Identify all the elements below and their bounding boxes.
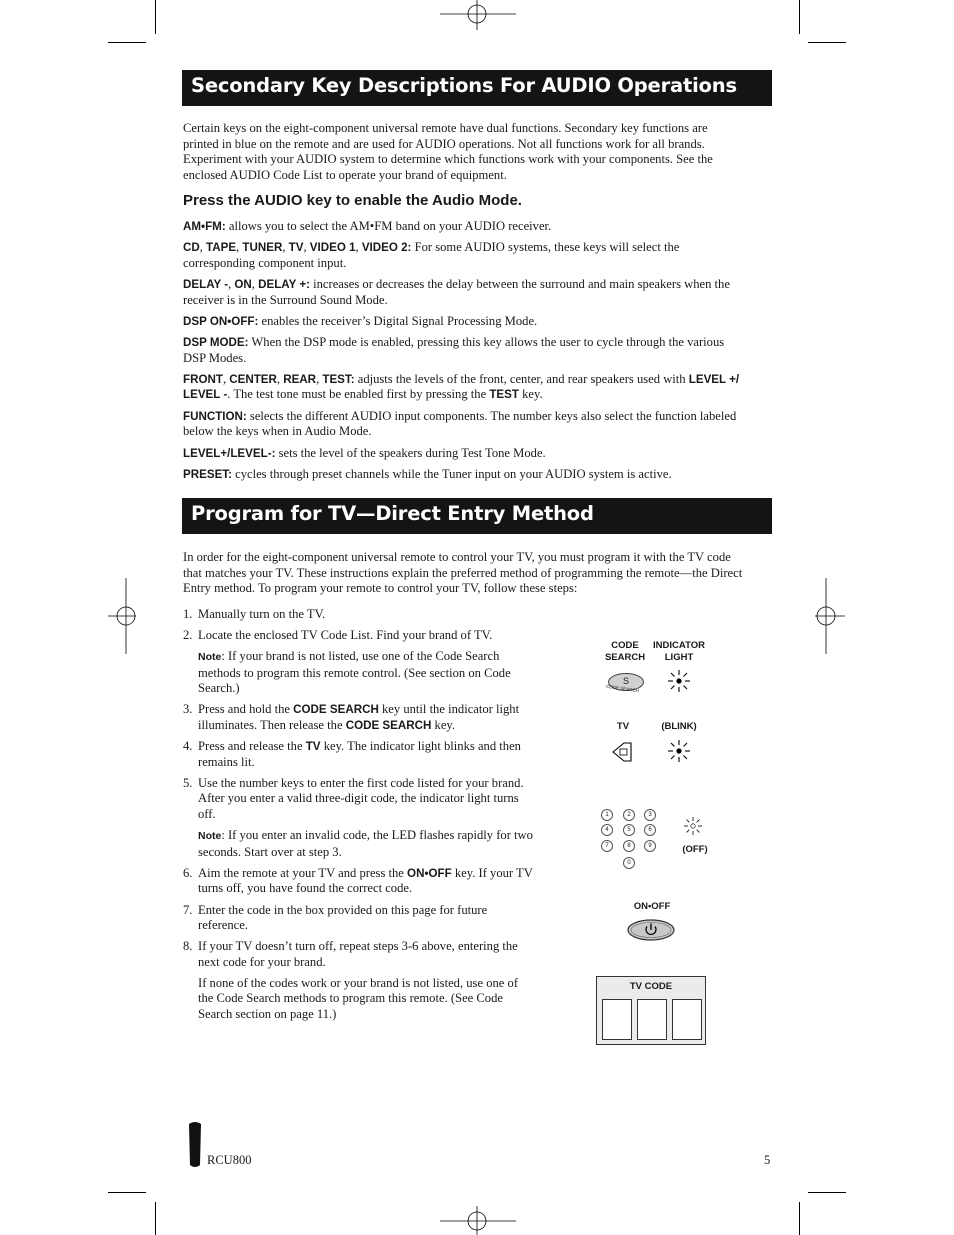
digit-key: 6 [644, 824, 656, 836]
digit-key: 8 [623, 840, 635, 852]
definition-item: DELAY -, ON, DELAY +: increases or decreases the delay between the surround and main speakers when the receiver is in the Surround Sound Mode. [183, 277, 730, 307]
list-item: 4. Press and release the TV key. The indicator light blinks and then remains lit. [183, 739, 521, 769]
registration-mark-bottom [440, 1206, 516, 1235]
registration-mark-left [108, 578, 136, 654]
crop-mark [808, 1192, 846, 1193]
definition-item: FRONT, CENTER, REAR, TEST: adjusts the levels of the front, center, and rear speakers used with LEVEL +/ LEVEL -. The test tone must be enabled first by pressing the TEST key. [183, 371, 740, 402]
digit-key: 2 [623, 809, 635, 821]
page-number: 5 [764, 1153, 771, 1167]
note: Note: If your brand is not listed, use one of the Code Search methods to program this remote control. (See section on Code Search.) [198, 649, 511, 696]
key-definitions [183, 219, 743, 488]
code-search-key-caption: CODE SEARCH [605, 683, 640, 694]
list-item: 2. Locate the enclosed TV Code List. Find your brand of TV. [183, 628, 493, 643]
definition-item: DSP MODE: When the DSP mode is enabled, pressing this key allows the user to cycle through the various DSP Modes. [183, 335, 725, 365]
indicator-light-blink-icon [667, 739, 691, 763]
digit-key: 1 [601, 809, 613, 821]
continuation-text: If none of the codes work or your brand is not listed, use one of the Code Search methods to program this remote. (See Code Search section on page 11.) [198, 975, 519, 1022]
digit-key: 9 [644, 840, 656, 852]
definition-item: FUNCTION: selects the different AUDIO input components. The number keys also select the function labeled below the keys when in Audio Mode. [183, 408, 737, 439]
definition-item: DSP ON•OFF: enables the receiver’s Digital Signal Processing Mode. [183, 313, 538, 328]
on-off-label: ON•OFF [633, 901, 671, 912]
list-item: 6. Aim the remote at your TV and press the ON•OFF key. If your TV turns off, you have found the correct code. [183, 865, 533, 896]
code-search-label: CODE SEARCH [604, 640, 646, 663]
off-label: (OFF) [682, 844, 708, 855]
list-item: 3. Press and hold the CODE SEARCH key until the indicator light illuminates. Then release the CODE SEARCH key. [183, 702, 520, 733]
crop-mark [108, 42, 146, 43]
definition-item: PRESET: cycles through preset channels while the Tuner input on your AUDIO system is active. [183, 466, 672, 481]
list-item: 1. Manually turn on the TV. [183, 607, 326, 621]
crop-mark [155, 0, 156, 34]
crop-mark [808, 42, 846, 43]
model-number: RCU800 [207, 1153, 252, 1167]
section-title: Secondary Key Descriptions For AUDIO Operations [191, 74, 737, 97]
digit-key: 5 [623, 824, 635, 836]
list-item: 5. Use the number keys to enter the first code listed for your brand. After you enter a valid three-digit code, the indicator light turns off. [183, 775, 524, 822]
code-digit-box[interactable] [602, 999, 632, 1040]
remote-logo-icon [186, 1120, 204, 1170]
digit-key: 4 [601, 824, 613, 836]
code-digit-box[interactable] [637, 999, 667, 1040]
section-title: Program for TV—Direct Entry Method [191, 502, 594, 525]
list-item: 7. Enter the code in the box provided on this page for future reference. [183, 902, 488, 933]
code-search-key: S [608, 673, 644, 691]
tv-key-icon [610, 741, 634, 763]
definition-item: AM•FM: allows you to select the AM•FM band on your AUDIO receiver. [183, 219, 552, 233]
crop-mark [799, 0, 800, 34]
indicator-light-label: INDICATOR LIGHT [653, 640, 705, 663]
registration-mark-right [815, 578, 845, 654]
intro-paragraph: Certain keys on the eight-component universal remote have dual functions. Secondary key functions are printed in blue on the remote and are used for AUDIO operations. Not all functions work for all brands. Experiment with your AUDIO system to determine which functions work with your components. See the enclosed AUDIO Code List to operate your brand of equipment. [183, 121, 713, 182]
registration-mark-top [440, 0, 516, 30]
section-header-audio [182, 70, 772, 106]
digit-key: 0 [623, 857, 635, 869]
section-header-tv [182, 498, 772, 534]
tv-code-label: TV CODE [629, 981, 673, 992]
crop-mark [799, 1202, 800, 1235]
definition-item: CD, TAPE, TUNER, TV, VIDEO 1, VIDEO 2: For some AUDIO systems, these keys will select the corresponding component input. [183, 240, 680, 270]
crop-mark [155, 1202, 156, 1235]
indicator-light-on-icon [667, 669, 691, 693]
blink-label: (BLINK) [661, 721, 697, 732]
note: Note: If you enter an invalid code, the LED flashes rapidly for two seconds. Start over at step 3. [198, 828, 533, 859]
power-key-icon [626, 918, 676, 942]
list-item: 8. If your TV doesn’t turn off, repeat steps 3-6 above, entering the next code for your brand. [183, 939, 518, 969]
digit-key: 3 [644, 809, 656, 821]
code-digit-box[interactable] [672, 999, 702, 1040]
indicator-light-off-icon [683, 816, 703, 836]
tv-code-box [596, 976, 706, 1045]
tv-label: TV [616, 721, 630, 732]
intro-paragraph: In order for the eight-component universal remote to control your TV, you must program it with the TV code that matches your TV. These instructions explain the preferred method of programming the remote—the Direct Entry method. To program your remote to control your TV, follow these steps: [183, 550, 743, 595]
crop-mark [108, 1192, 146, 1193]
step-list [183, 607, 533, 1028]
digit-key: 7 [601, 840, 613, 852]
definition-item: LEVEL+/LEVEL-: sets the level of the speakers during Test Tone Mode. [183, 445, 546, 460]
subheading: Press the AUDIO key to enable the Audio Mode. [183, 192, 522, 209]
